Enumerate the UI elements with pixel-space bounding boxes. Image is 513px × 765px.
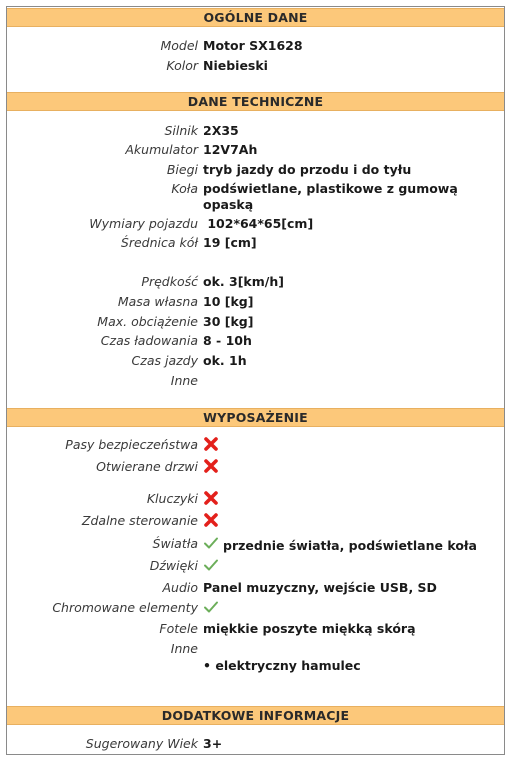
- wheel-diameter-label: Średnica kół: [120, 235, 198, 250]
- weight-value: 10 [kg]: [203, 294, 254, 309]
- gears-value: tryb jazdy do przodu i do tyłu: [203, 162, 412, 177]
- wheel-diameter-value: 19 [cm]: [203, 235, 257, 250]
- cross-icon: [203, 436, 219, 454]
- seats-label: Fotele: [159, 621, 198, 636]
- battery-value: 12V7Ah: [203, 142, 258, 157]
- seats-value: miękkie poszyte miękką skórą: [203, 621, 416, 636]
- row-sounds: [7, 557, 504, 577]
- equipment-other-label: Inne: [170, 641, 198, 656]
- cross-icon: [203, 512, 219, 530]
- row-technical-other: [7, 372, 504, 392]
- speed-label: Prędkość: [141, 274, 198, 289]
- color-label: Kolor: [166, 58, 198, 73]
- charging-value: 8 - 10h: [203, 333, 252, 348]
- age-label: Sugerowany Wiek: [85, 736, 198, 751]
- cross-icon: [203, 458, 219, 476]
- charging-label: Czas ładowania: [100, 333, 198, 348]
- belts-label: Pasy bezpieczeństwa: [65, 437, 198, 452]
- row-model: [7, 37, 504, 57]
- lights-value: przednie światła, podświetlane koła: [223, 538, 477, 553]
- remote-label: Zdalne sterowanie: [81, 513, 198, 528]
- drive-time-label: Czas jazdy: [131, 353, 198, 368]
- row-color: [7, 57, 504, 77]
- dimensions-value: 102*64*65[cm]: [203, 216, 314, 231]
- max-load-value: 30 [kg]: [203, 314, 254, 329]
- section-header-equipment: WYPOSAŻENIE: [7, 408, 504, 427]
- check-icon: [203, 599, 219, 617]
- row-gears: [7, 161, 504, 181]
- lights-label: Światła: [152, 536, 198, 551]
- row-doors: [7, 458, 504, 478]
- row-dimensions: [7, 215, 504, 235]
- audio-value: Panel muzyczny, wejście USB, SD: [203, 580, 437, 595]
- row-drive-time: [7, 352, 504, 372]
- row-belts: [7, 436, 504, 456]
- row-audio: [7, 579, 504, 599]
- list-item: [7, 657, 504, 677]
- dimensions-label: Wymiary pojazdu: [89, 216, 198, 231]
- row-max-load: [7, 313, 504, 333]
- chrome-label: Chromowane elementy: [52, 600, 198, 615]
- row-wheel-diameter: [7, 234, 504, 254]
- row-remote: [7, 512, 504, 532]
- gears-label: Biegi: [166, 162, 198, 177]
- cross-icon: [203, 490, 219, 508]
- weight-label: Masa własna: [117, 294, 198, 309]
- max-load-label: Max. obciążenie: [97, 314, 198, 329]
- wheels-value: podświetlane, plastikowe z gumową opaską: [203, 181, 458, 212]
- section-header-general: OGÓLNE DANE: [7, 8, 504, 27]
- check-icon: [203, 557, 219, 575]
- model-label: Model: [160, 38, 198, 53]
- check-icon: [203, 535, 219, 553]
- row-wheels: [7, 180, 504, 216]
- section-header-technical: DANE TECHNICZNE: [7, 92, 504, 111]
- bullet-item: • elektryczny hamulec: [203, 658, 361, 673]
- row-weight: [7, 293, 504, 313]
- section-header-additional: DODATKOWE INFORMACJE: [7, 706, 504, 725]
- other-item-text: elektryczny hamulec: [215, 658, 361, 673]
- wheels-label: Koła: [171, 181, 198, 196]
- spec-table: [6, 6, 505, 755]
- keys-label: Kluczyki: [146, 491, 198, 506]
- audio-label: Audio: [162, 580, 198, 595]
- color-value: Niebieski: [203, 58, 268, 73]
- speed-value: ok. 3[km/h]: [203, 274, 284, 289]
- engine-label: Silnik: [164, 123, 198, 138]
- model-value: Motor SX1628: [203, 38, 303, 53]
- drive-time-value: ok. 1h: [203, 353, 247, 368]
- battery-label: Akumulator: [125, 142, 198, 157]
- row-seats: [7, 620, 504, 640]
- age-value: 3+: [203, 736, 223, 751]
- row-chrome: [7, 599, 504, 619]
- row-keys: [7, 490, 504, 510]
- doors-label: Otwierane drzwi: [96, 459, 198, 474]
- engine-value: 2X35: [203, 123, 239, 138]
- sounds-label: Dźwięki: [149, 558, 198, 573]
- row-lights: [7, 535, 504, 555]
- row-engine: [7, 122, 504, 142]
- technical-other-label: Inne: [170, 373, 198, 388]
- row-age: [7, 735, 504, 755]
- row-charging: [7, 332, 504, 352]
- row-battery: [7, 141, 504, 161]
- row-speed: [7, 273, 504, 293]
